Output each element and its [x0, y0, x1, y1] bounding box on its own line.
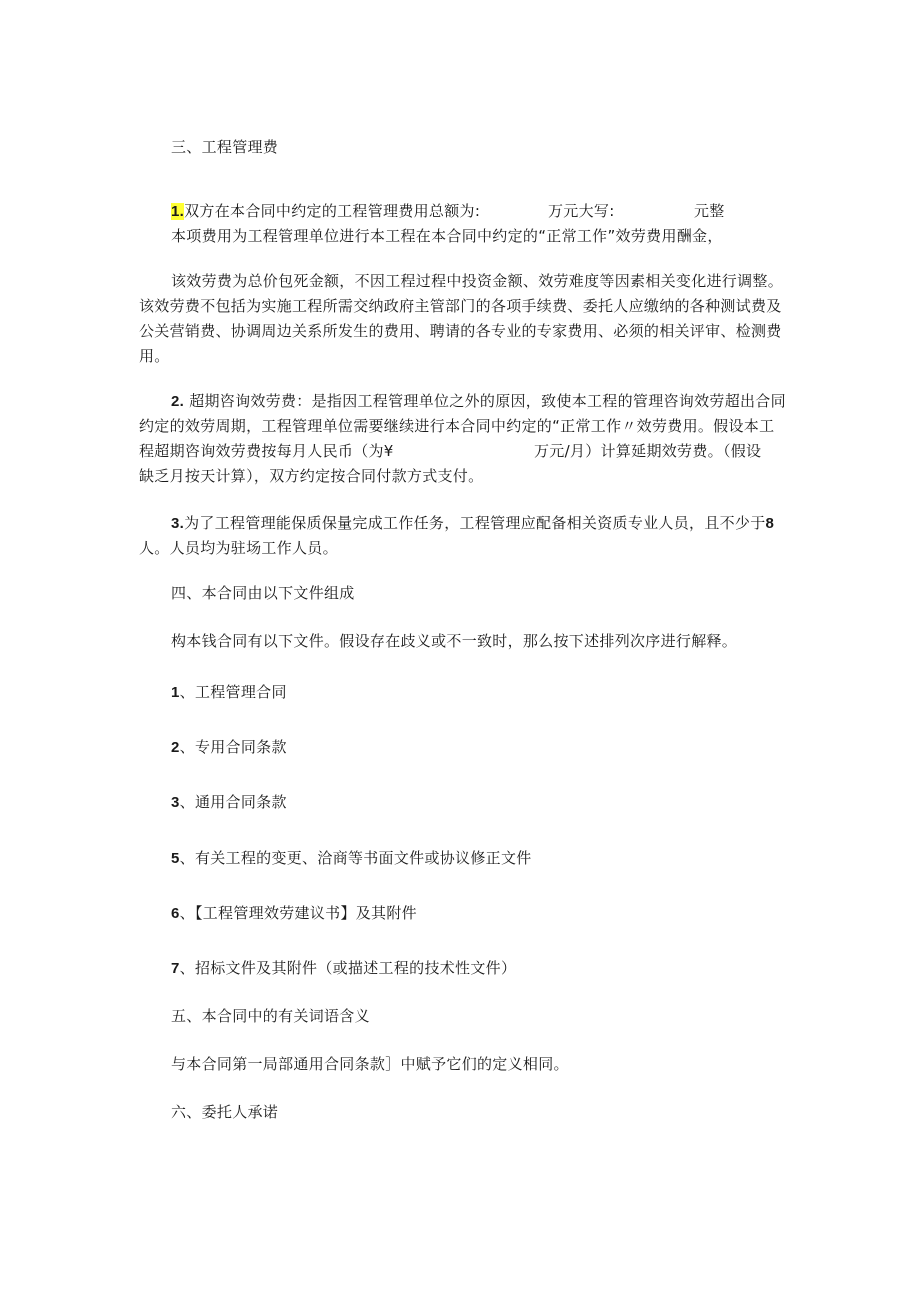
doc-list-item [171, 848, 532, 869]
item-1-unit-yuan: 元整 [694, 202, 725, 220]
para-a-line-4: 用。 [139, 347, 170, 365]
doc-3-number: 3 [171, 794, 180, 811]
item-1-number: 1. [171, 203, 185, 220]
item-1-line-1 [171, 201, 480, 222]
item-1-line-2: 本项费用为工程管理单位进行本工程在本合同中约定的“正常工作”效劳费用酬金， [171, 227, 723, 245]
item-2-line-2: 约定的效劳周期，工程管理单位需要继续进行本合同中约定的“正常工作〃效劳费用。假设本工 [139, 417, 775, 435]
doc-5-number: 5 [171, 850, 180, 867]
doc-list-item [171, 958, 516, 979]
doc-5-text: 、有关工程的变更、洽商等书面文件或协议修正文件 [179, 849, 532, 867]
section-3-heading: 三、工程管理费 [171, 138, 279, 156]
item-3-number: 3. [171, 515, 185, 532]
item-2-line-3a: 程超期咨询效劳费按每月人民币（为¥ [139, 442, 394, 460]
item-3-text: 为了工程管理能保质保量完成工作任务，工程管理应配备相关资质专业人员，且不少于 [184, 514, 766, 532]
doc-6-text: 、【工程管理效劳建议书】及其附件 [179, 904, 417, 922]
item-2-number: 2. [171, 393, 185, 410]
item-2-line-1 [171, 391, 786, 412]
item-1-unit-wan: 万元大写: [548, 202, 615, 220]
section-5-heading: 五、本合同中的有关词语含义 [171, 1007, 370, 1025]
section-4-intro: 构本钱合同有以下文件。假设存在歧义或不一致时，那么按下述排列次序进行解释。 [171, 632, 738, 650]
section-5-text: 与本合同第一局部通用合同条款］中赋予它们的定义相同。 [171, 1055, 569, 1073]
doc-7-number: 7 [171, 960, 180, 977]
doc-3-text: 、通用合同条款 [179, 793, 287, 811]
section-6-heading: 六、委托人承诺 [171, 1103, 279, 1121]
item-3-count: 8 [765, 515, 775, 532]
doc-2-number: 2 [171, 739, 180, 756]
doc-list-item [171, 792, 287, 813]
item-3-line-1 [171, 513, 774, 534]
item-3-line-2: 人。人员均为驻场工作人员。 [139, 539, 338, 557]
doc-1-number: 1 [171, 684, 180, 701]
doc-1-text: 、工程管理合同 [179, 683, 287, 701]
doc-7-text: 、招标文件及其附件（或描述工程的技术性文件） [179, 959, 517, 977]
para-a-line-3: 公关营销费、协调周边关系所发生的费用、聘请的各专业的专家费用、必须的相关评审、检测费 [139, 322, 782, 340]
doc-list-item [171, 737, 287, 758]
para-a-line-1: 该效劳费为总价包死金额，不因工程过程中投资金额、效劳难度等因素相关变化进行调整。 [171, 272, 784, 290]
doc-2-text: 、专用合同条款 [179, 738, 287, 756]
item-1-text: 双方在本合同中约定的工程管理费用总额为: [184, 202, 481, 220]
doc-list-item [171, 682, 287, 703]
section-4-heading: 四、本合同由以下文件组成 [171, 584, 355, 602]
item-2-text: 超期咨询效劳费：是指因工程管理单位之外的原因，致使本工程的管理咨询效劳超出合同 [189, 392, 786, 410]
doc-list-item [171, 903, 417, 924]
item-2-line-3b: 万元/月）计算延期效劳费。（假设 [534, 442, 762, 460]
para-a-line-2: 该效劳费不包括为实施工程所需交纳政府主管部门的各项手续费、委托人应缴纳的各种测试费及 [139, 297, 782, 315]
doc-6-number: 6 [171, 905, 180, 922]
item-2-line-4: 缺乏月按天计算），双方约定按合同付款方式支付。 [139, 467, 484, 485]
